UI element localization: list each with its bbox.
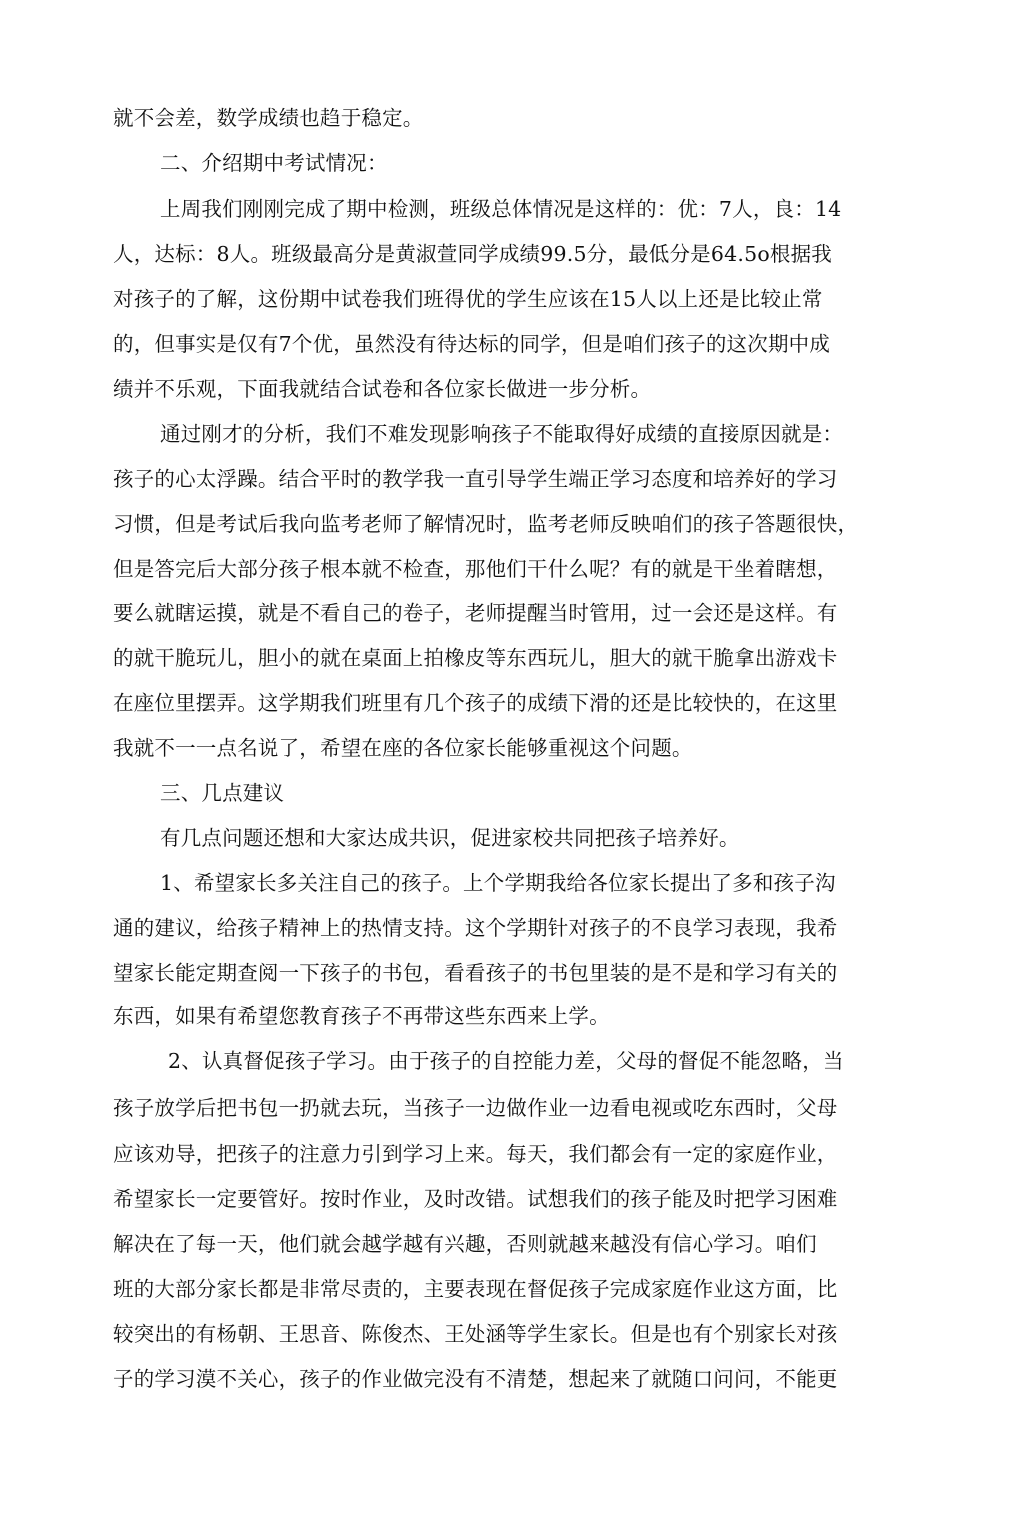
text-line: 2、认真督促孩子学习。由于孩子的自控能力差，父母的督促不能忽略，当 <box>168 1049 844 1073</box>
text-line: 但是答完后大部分孩子根本就不检查，那他们干什么呢？有的就是干坐着瞎想， <box>113 557 838 581</box>
text-line: 解决在了每一天，他们就会越学越有兴趣，否则就越来越没有信心学习。咱们 <box>113 1232 817 1256</box>
text-line: 孩子放学后把书包一扔就去玩，当孩子一边做作业一边看电视或吃东西时，父母 <box>113 1096 838 1120</box>
text-line: 对孩子的了解，这份期中试卷我们班得优的学生应该在15人以上还是比较止常 <box>113 287 823 311</box>
text-line: 望家长能定期查阅一下孩子的书包，看看孩子的书包里装的是不是和学习有关的 <box>113 961 838 985</box>
text-line: 班的大部分家长都是非常尽责的，主要表现在督促孩子完成家庭作业这方面，比 <box>113 1277 838 1301</box>
text-line: 通过刚才的分析，我们不难发现影响孩子不能取得好成绩的直接原因就是： <box>160 422 844 446</box>
section-heading: 三、几点建议 <box>160 781 285 805</box>
text-line: 人，达标：8人。班级最高分是黄淑萱同学成绩99.5分，最低分是64.5o根据我 <box>113 242 832 266</box>
text-line: 希望家长一定要管好。按时作业，及时改错。试想我们的孩子能及时把学习困难 <box>113 1187 838 1211</box>
text-line: 的就干脆玩儿，胆小的就在桌面上拍橡皮等东西玩儿，胆大的就干脆拿出游戏卡 <box>113 646 838 670</box>
text-line: 在座位里摆弄。这学期我们班里有几个孩子的成绩下滑的还是比较快的，在这里 <box>113 691 838 715</box>
text-line: 就不会差，数学成绩也趋于稳定。 <box>113 106 424 130</box>
text-line: 子的学习漠不关心，孩子的作业做完没有不清楚，想起来了就随口问问，不能更 <box>113 1367 838 1391</box>
text-line: 绩并不乐观，下面我就结合试卷和各位家长做进一步分析。 <box>113 377 652 401</box>
text-line: 上周我们刚刚完成了期中检测，班级总体情况是这样的：优：7人，良：14 <box>160 197 842 221</box>
text-line: 较突出的有杨朝、王思音、陈俊杰、王处涵等学生家长。但是也有个别家长对孩 <box>113 1322 838 1346</box>
text-line: 东西，如果有希望您教育孩子不再带这些东西来上学。 <box>113 1004 610 1028</box>
text-line: 有几点问题还想和大家达成共识，促进家校共同把孩子培养好。 <box>160 826 740 850</box>
text-line: 的，但事实是仅有7个优，虽然没有待达标的同学，但是咱们孩子的这次期中成 <box>113 332 831 356</box>
text-line: 我就不一一点名说了，希望在座的各位家长能够重视这个问题。 <box>113 736 693 760</box>
text-line: 通的建议，给孩子精神上的热情支持。这个学期针对孩子的不良学习表现，我希 <box>113 916 838 940</box>
text-line: 1、希望家长多关注自己的孩子。上个学期我给各位家长提出了多和孩子沟 <box>160 871 836 895</box>
text-line: 习惯，但是考试后我向监考老师了解情况时，监考老师反映咱们的孩子答题很快， <box>113 512 859 536</box>
text-line: 要么就瞎运摸，就是不看自己的卷子，老师提醒当时管用，过一会还是这样。有 <box>113 601 838 625</box>
text-line: 应该劝导，把孩子的注意力引到学习上来。每天，我们都会有一定的家庭作业， <box>113 1142 838 1166</box>
section-heading: 二、介绍期中考试情况： <box>160 151 388 175</box>
text-line: 孩子的心太浮躁。结合平时的教学我一直引导学生端正学习态度和培养好的学习 <box>113 467 838 491</box>
